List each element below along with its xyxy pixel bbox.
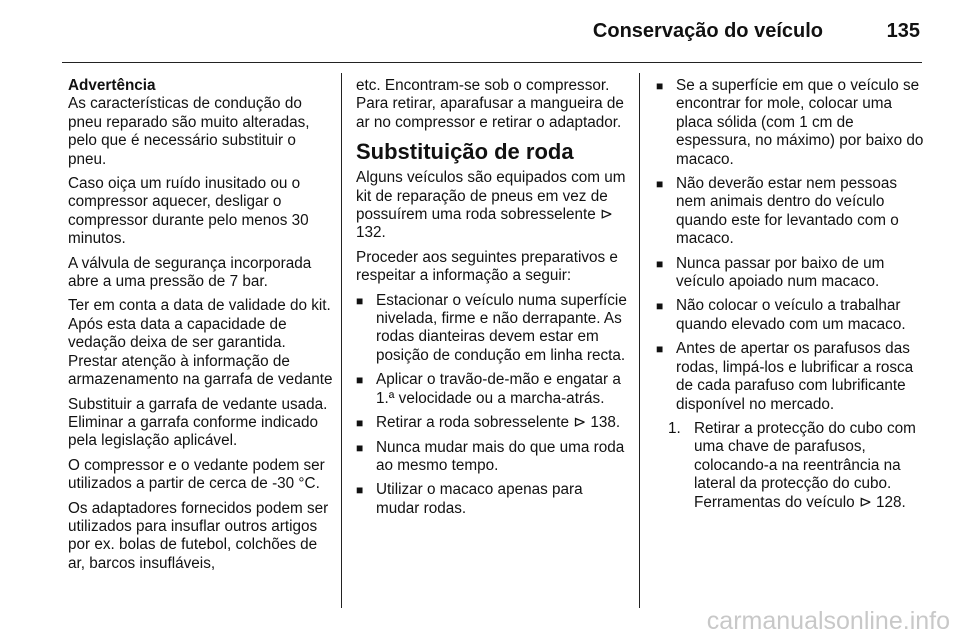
list-item-text: Utilizar o macaco apenas para mudar rodas. [376,481,583,517]
paragraph: Caso oiça um ruído inusitado ou o compressor aquecer, desligar o compressor durante pelo menos 30 minutos. [68,175,309,248]
bullet-icon: ■ [656,177,664,192]
list-item [656,297,926,334]
list-item [656,340,926,414]
bullet-list [356,292,628,518]
warning-title: Advertência [68,77,156,94]
list-item-text: Nunca mudar mais do que uma roda ao mesmo tempo. [376,438,625,474]
paragraph: etc. Encontram-se sob o compressor. Para retirar, aparafusar a mangueira de ar no compressor e retirar o adaptador. [356,77,624,131]
watermark: carmanualsonline.info [706,607,950,635]
bullet-icon: ■ [356,293,364,308]
paragraph: Ter em conta a data de validade do kit. Após esta data a capacidade de vedação deixa de ser garantida. Prestar atenção à informação de armazenamento na garrafa de vedante [68,297,333,389]
list-item [656,255,926,292]
section-heading: Substituição de roda [356,139,574,165]
list-item-text: Não colocar o veículo a trabalhar quando elevado com um macaco. [676,297,906,333]
list-item-text: Antes de apertar os parafusos das rodas, limpá-los e lubrificar a rosca de cada parafuso com lubrificante disponível no mercado. [676,340,914,413]
step-item [656,420,926,512]
list-item [356,414,628,432]
list-item-text: Estacionar o veículo numa superfície nivelada, firme e não derrapante. As rodas dianteiras devem estar em posição de condução em linha recta. [376,291,627,364]
list-item-text: Não deverão estar nem pessoas nem animais dentro do veículo quando este for levantado com o macaco. [676,175,899,248]
list-item [656,175,926,249]
numbered-steps [656,420,926,512]
list-item-text: Nunca passar por baixo de um veículo apoiado num macaco. [676,254,885,291]
paragraph: Substituir a garrafa de vedante usada. Eliminar a garrafa conforme indicado pela legislação aplicável. [68,395,328,450]
section-title: Conservação do veículo [592,20,823,42]
bullet-list [656,77,926,414]
bullet-icon: ■ [356,416,364,431]
paragraph: O compressor e o vedante podem ser utilizados a partir de cerca de -30 °C. [68,456,325,493]
bullet-icon: ■ [656,256,664,271]
step-number: 1. [668,419,681,437]
paragraph: A válvula de segurança incorporada abre a uma pressão de 7 bar. [68,254,312,291]
list-item [356,481,628,518]
list-item [656,77,926,169]
column-divider-2 [639,73,640,608]
list-item [356,439,628,476]
column-divider-1 [341,73,342,608]
paragraph: Proceder aos seguintes preparativos e respeitar a informação a seguir: [356,248,618,285]
paragraph: Os adaptadores fornecidos podem ser utilizados para insuflar outros artigos por ex. bolas de futebol, colchões de ar, barcos insufláveis, [68,499,329,572]
bullet-icon: ■ [656,79,664,93]
list-item [356,371,628,408]
list-item-text: Se a superfície em que o veículo se encontrar for mole, colocar uma placa sólida (com 1 cm de espessura, no máximo) por baixo do macaco. [676,77,924,168]
bullet-icon: ■ [656,342,664,357]
step-text: Retirar a protecção do cubo com uma chave de parafusos, colocando-a na reentrância na lateral da protecção do cubo. Ferramentas do veículo ⊳ 128. [694,419,916,511]
bullet-icon: ■ [356,373,364,388]
bullet-icon: ■ [356,483,364,498]
page-number: 135 [886,20,920,42]
column-3 [656,77,926,518]
list-item-text: Retirar a roda sobresselente ⊳ 138. [376,414,621,432]
bullet-icon: ■ [656,299,664,314]
list-item-text: Aplicar o travão-de-mão e engatar a 1.ª velocidade ou a marcha-atrás. [376,371,621,407]
column-1 [68,77,333,579]
list-item [356,292,628,366]
column-2 [356,77,628,524]
paragraph: As características de condução do pneu reparado são muito alteradas, pelo que é necessário substituir o pneu. [68,95,310,168]
header-rule [62,62,922,63]
paragraph: Alguns veículos são equipados com um kit de reparação de pneus em vez de possuírem uma roda sobresselente ⊳ 132. [356,169,626,242]
bullet-icon: ■ [356,440,364,455]
